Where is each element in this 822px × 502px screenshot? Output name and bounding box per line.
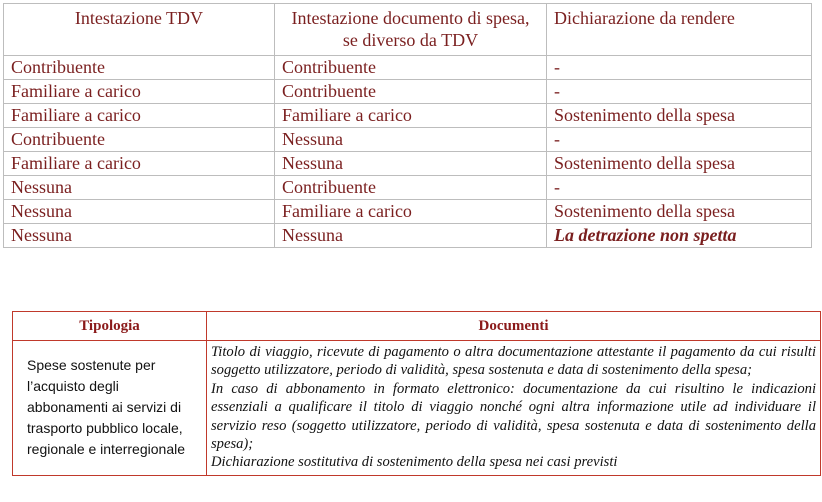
table-cell: Nessuna xyxy=(4,176,275,200)
table-header-row xyxy=(4,4,812,56)
documenti-paragraph: Titolo di viaggio, ricevute di pagamento o altra documentazione attestante il pagamento da cui risulti soggetto utilizzatore, periodo di validità, spesa sostenuta e data di sostenimento della spesa; xyxy=(211,344,816,379)
table-cell: Familiare a carico xyxy=(4,152,275,176)
table-cell: Nessuna xyxy=(4,224,275,248)
table-cell: Familiare a carico xyxy=(4,104,275,128)
table-row xyxy=(4,104,812,128)
table-cell: Familiare a carico xyxy=(275,104,547,128)
table-header-row xyxy=(13,312,821,341)
table-cell: Nessuna xyxy=(275,224,547,248)
table-cell: - xyxy=(547,80,812,104)
table-row xyxy=(13,341,821,476)
table-cell: Sostenimento della spesa xyxy=(547,152,812,176)
table-row xyxy=(4,224,812,248)
table-cell: Familiare a carico xyxy=(4,80,275,104)
table-cell: - xyxy=(547,56,812,80)
table-cell: Contribuente xyxy=(275,80,547,104)
column-header: Intestazione TDV xyxy=(4,4,275,56)
documenti-paragraph: Dichiarazione sostitutiva di sostenimento della spesa nei casi previsti xyxy=(211,454,618,471)
intestazione-table xyxy=(3,3,812,248)
table-cell: Contribuente xyxy=(4,56,275,80)
table-row xyxy=(4,200,812,224)
table-cell: Contribuente xyxy=(275,176,547,200)
documenti-cell xyxy=(207,341,821,476)
table-cell: - xyxy=(547,176,812,200)
table-cell: Nessuna xyxy=(4,200,275,224)
column-header: Intestazione documento di spesa, se diverso da TDV xyxy=(275,4,547,56)
table-row xyxy=(4,80,812,104)
table-row xyxy=(4,152,812,176)
documenti-table xyxy=(12,311,821,476)
table-cell: Sostenimento della spesa xyxy=(547,104,812,128)
table-cell: Contribuente xyxy=(275,56,547,80)
table-cell: Nessuna xyxy=(275,128,547,152)
table-cell: Nessuna xyxy=(275,152,547,176)
table-cell-emphasis: La detrazione non spetta xyxy=(547,224,812,248)
documenti-header: Documenti xyxy=(207,312,821,341)
tipologia-cell: Spese sostenute per l’acquisto degli abbonamenti ai servizi di trasporto pubblico locale, regionale e interregionale xyxy=(13,341,207,476)
tipologia-header: Tipologia xyxy=(13,312,207,341)
table-row xyxy=(4,56,812,80)
column-header: Dichiarazione da rendere xyxy=(547,4,812,56)
table-cell: - xyxy=(547,128,812,152)
table-cell: Sostenimento della spesa xyxy=(547,200,812,224)
table-cell: Familiare a carico xyxy=(275,200,547,224)
table-cell: Contribuente xyxy=(4,128,275,152)
table-row xyxy=(4,128,812,152)
table-row xyxy=(4,176,812,200)
documenti-paragraph: In caso di abbonamento in formato elettronico: documentazione da cui risultino le indicazioni essenziali a qualificare il titolo di viaggio nonché ogni altra informazione utile ad individuare il servizio reso (soggetto utilizzatore, periodo di validità, spesa sostenuta e data di sostenimento della spesa); xyxy=(211,380,816,453)
